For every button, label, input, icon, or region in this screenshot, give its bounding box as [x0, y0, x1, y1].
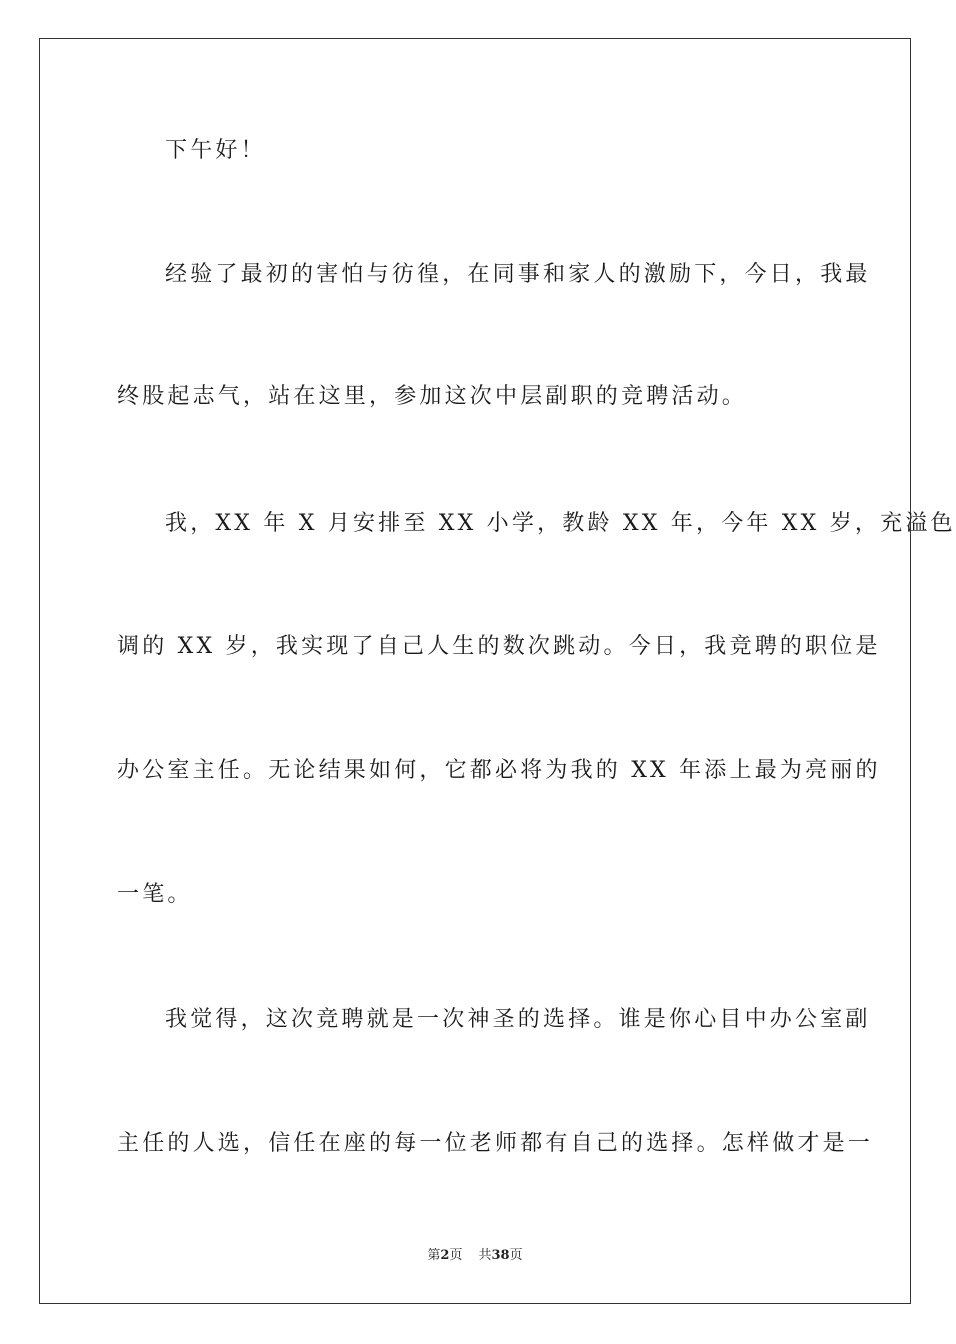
greeting-line: 下午好！ [165, 138, 266, 163]
page-footer [0, 1247, 950, 1265]
paragraph-1-line-2: 终股起志气，站在这里，参加这次中层副职的竞聘活动。 [117, 384, 748, 409]
paragraph-2-line-1: 我，XX 年 X 月安排至 XX 小学，教龄 XX 年，今年 XX 岁，充溢色 [165, 511, 956, 536]
paragraph-3-line-2: 主任的人选，信任在座的每一位老师都有自己的选择。怎样做才是一 [117, 1131, 874, 1156]
paragraph-2-line-3: 办公室主任。无论结果如何，它都必将为我的 XX 年添上最为亮丽的 [117, 758, 881, 783]
page-border [39, 38, 956, 1304]
paragraph-1-line-1: 经验了最初的害怕与彷徨，在同事和家人的激励下，今日，我最 [165, 262, 871, 287]
paragraph-2-line-2: 调的 XX 岁，我实现了自己人生的数次跳动。今日，我竞聘的职位是 [117, 634, 881, 659]
footer-page-number: 2 [440, 1248, 450, 1263]
footer-page-suffix: 页 [449, 1248, 463, 1263]
footer-total-prefix: 共 [478, 1248, 492, 1263]
footer-total-pages: 38 [491, 1248, 510, 1263]
footer-page-prefix: 第 [427, 1248, 441, 1263]
paragraph-3-line-1: 我觉得，这次竞聘就是一次神圣的选择。谁是你心目中办公室副 [165, 1007, 871, 1032]
footer-total-suffix: 页 [509, 1248, 523, 1263]
paragraph-2-line-4: 一笔。 [117, 882, 193, 907]
